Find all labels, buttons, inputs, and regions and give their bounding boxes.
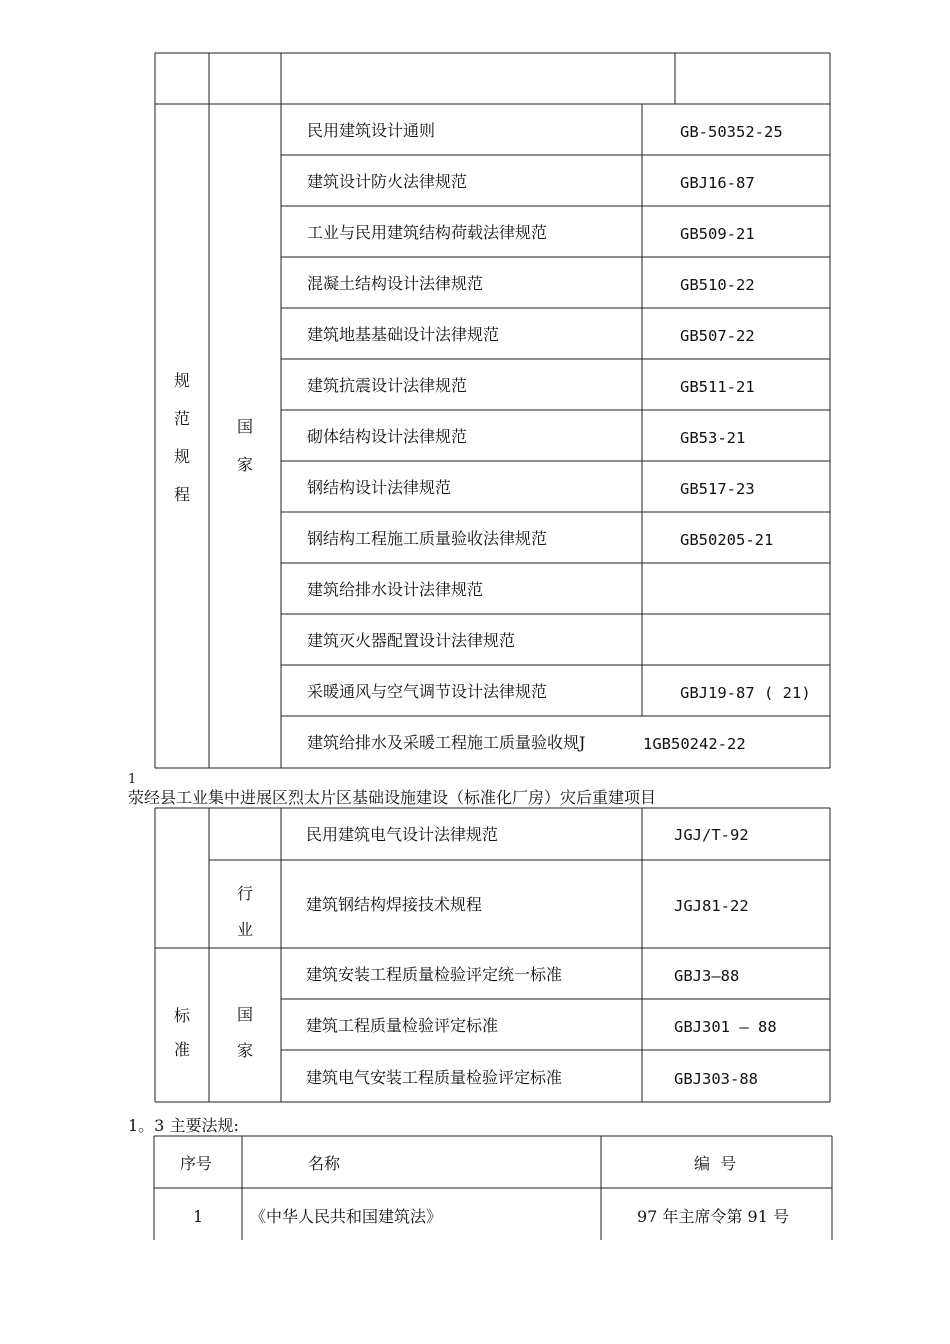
header-name: 名称 [308, 1154, 341, 1173]
table-cell-name: 建筑给排水及采暖工程施工质量验收规J [307, 733, 586, 752]
table-cell-code: GB507-22 [680, 327, 755, 345]
page-number: 1 [128, 772, 137, 787]
level-label-national-2: 国 家 [236, 1005, 253, 1060]
table-cell-code: GBJ301 — 88 [674, 1018, 777, 1036]
level-label-national: 国 家 [236, 417, 253, 474]
table-cell-name: 建筑工程质量检验评定标准 [306, 1016, 499, 1035]
table-cell-code: GB50205-21 [680, 531, 774, 549]
header-code: 编 号 [694, 1154, 737, 1173]
table-cell-name: 民用建筑设计通则 [307, 121, 436, 140]
table2-lines [155, 808, 830, 1102]
table-cell-code: GBJ19-87 ( 21) [680, 684, 811, 702]
table-cell-code: GBJ16-87 [680, 174, 755, 192]
table-cell-name: 建筑给排水设计法律规范 [307, 580, 484, 599]
table-cell-code: 1GB50242-22 [643, 735, 746, 753]
table-cell-code: GB517-23 [680, 480, 755, 498]
table-cell-name: 《中华人民共和国建筑法》 [250, 1207, 443, 1226]
table-cell-code: GB510-22 [680, 276, 755, 294]
table-cell-name: 建筑安装工程质量检验评定统一标准 [306, 965, 563, 984]
table-cell-code: 97 年主席令第 91 号 [637, 1207, 789, 1226]
table-cell-name: 钢结构设计法律规范 [307, 478, 452, 497]
table-cell-code: GB-50352-25 [680, 123, 783, 141]
table-cell-name: 建筑灭火器配置设计法律规范 [307, 631, 516, 650]
table-cell-name: 建筑抗震设计法律规范 [307, 376, 468, 395]
table-cell-name: 民用建筑电气设计法律规范 [306, 825, 499, 844]
table1-lines [155, 53, 830, 768]
category-label-standards: 标 准 [173, 1006, 190, 1059]
table-cell-name: 工业与民用建筑结构荷载法律规范 [307, 223, 548, 242]
project-title: 荥经县工业集中进展区烈太片区基础设施建设（标准化厂房）灾后重建项目 [128, 788, 657, 807]
table-cell-no: 1 [193, 1207, 204, 1226]
section-heading: 1。3 主要法规: [128, 1116, 239, 1135]
table-cell-name: 建筑地基基础设计法律规范 [307, 325, 500, 344]
table-cell-name: 建筑电气安装工程质量检验评定标准 [306, 1068, 563, 1087]
table-cell-name: 建筑钢结构焊接技术规程 [306, 895, 483, 914]
table-cell-code: GB53-21 [680, 429, 746, 447]
table-cell-code: GBJ303-88 [674, 1070, 758, 1088]
level-label-industry: 行 业 [236, 884, 253, 939]
table-cell-name: 混凝土结构设计法律规范 [307, 274, 484, 293]
table-cell-name: 采暖通风与空气调节设计法律规范 [307, 682, 548, 701]
table-cell-code: JGJ81-22 [674, 897, 749, 915]
table-cell-code: GBJ3—88 [674, 967, 740, 985]
table-cell-code: JGJ/T-92 [674, 826, 749, 844]
header-no: 序号 [180, 1154, 213, 1173]
category-label-norms: 规 范 规 程 [173, 371, 190, 504]
table-cell-name: 建筑设计防火法律规范 [307, 172, 468, 191]
table-cell-name: 钢结构工程施工质量验收法律规范 [307, 529, 548, 548]
table-cell-code: GB511-21 [680, 378, 755, 396]
table-cell-name: 砌体结构设计法律规范 [307, 427, 468, 446]
table-cell-code: GB509-21 [680, 225, 755, 243]
